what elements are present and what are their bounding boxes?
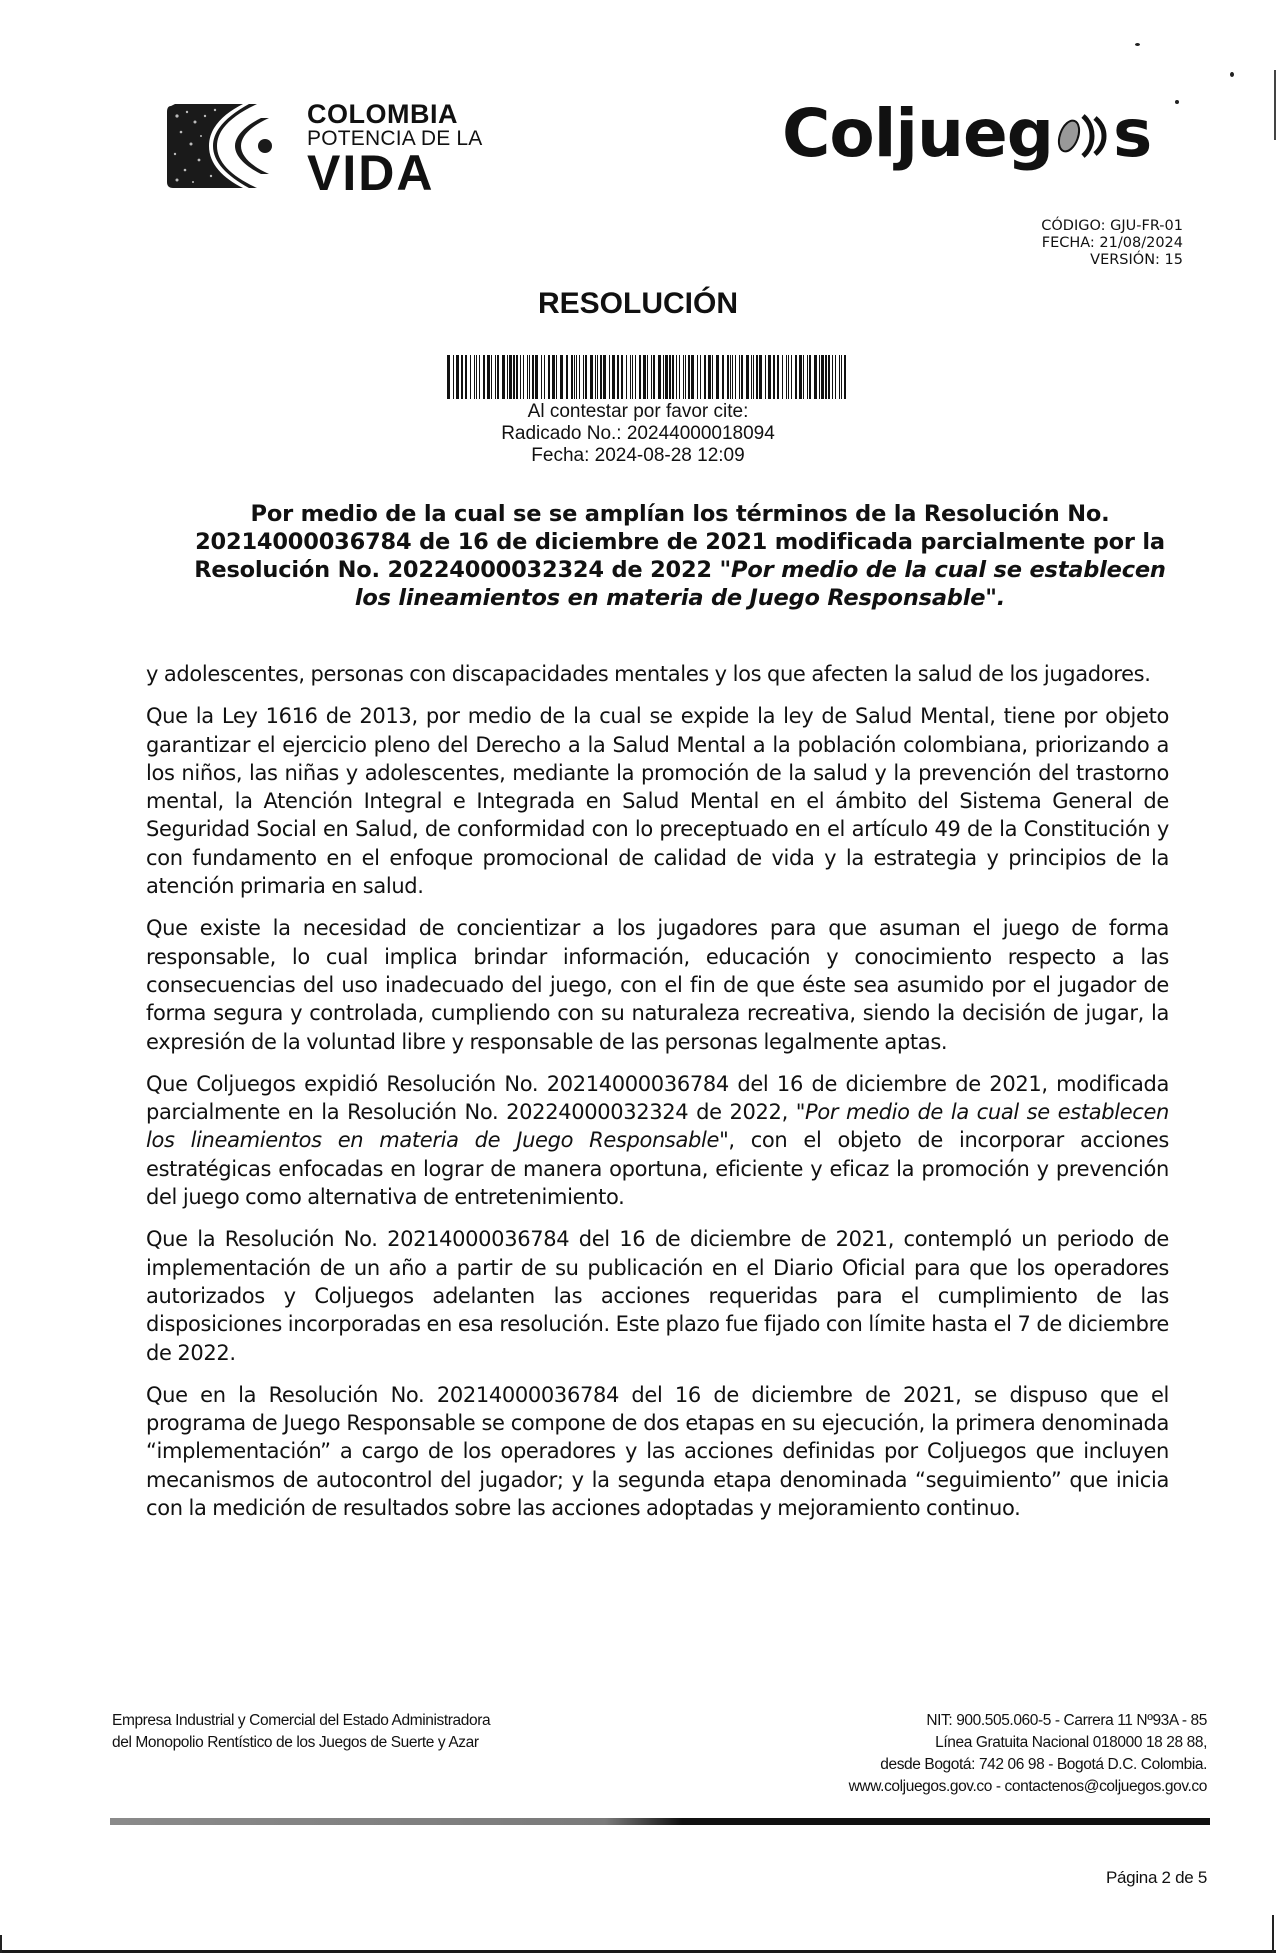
logo-line-potencia: POTENCIA DE LA [307, 127, 483, 150]
scan-speck [1175, 100, 1179, 104]
colombia-potencia-de-la-vida-logo [165, 99, 565, 201]
radicado-date: Fecha: 2024-08-28 12:09 [531, 445, 745, 466]
scan-speck [1135, 43, 1140, 46]
page-edge-bottom [0, 1950, 1276, 1953]
doc-date: FECHA: 21/08/2024 [1041, 235, 1183, 251]
footer-phone-bogota: desde Bogotá: 742 06 98 - Bogotá D.C. Colombia. [880, 1756, 1207, 1773]
logo-line-vida: VIDA [307, 145, 435, 201]
page-title: RESOLUCIÓN [537, 287, 738, 320]
page-edge-right [1272, 1915, 1274, 1953]
page-number: Página 2 de 5 [1105, 1868, 1207, 1887]
subject-quoted-title: "Por medio de la cual se establecen los lineamientos en materia de Juego Responsable". [354, 557, 1166, 611]
page-edge-left [0, 1935, 2, 1953]
body-text-run: , con el objeto de incorporar acciones estratégicas enfocadas en lograr de manera oportuna, eficiente y eficaz la promoción y prevención del juego como alternativa de entretenimiento. [146, 1128, 1169, 1210]
coljuegos-logo-suffix: s [1113, 95, 1152, 172]
logo-line-colombia: COLOMBIA [307, 99, 458, 129]
body-paragraph: y adolescentes, personas con discapacidades mentales y los que afecten la salud de los jugadores. [146, 662, 1151, 686]
colombia-emblem-icon [165, 102, 277, 190]
scan-speck [1230, 72, 1234, 77]
coljuegos-logo-prefix: Coljueg [782, 95, 1054, 172]
body-paragraph [146, 1070, 1169, 1211]
coljuegos-mark-icon [1055, 108, 1111, 160]
citation-block [0, 401, 1276, 467]
footer-contact-info [849, 1710, 1207, 1798]
resolution-subject [180, 500, 1180, 612]
footer-left-line: del Monopolio Rentístico de los Juegos de Suerte y Azar [112, 1734, 479, 1751]
radicado-number: Radicado No.: 20244000018094 [501, 423, 775, 444]
footer-web-email[interactable]: www.coljuegos.gov.co - contactenos@coljuegos.gov.co [848, 1778, 1207, 1795]
document-codes [1041, 218, 1183, 269]
document-body [146, 660, 1169, 1536]
barcode-icon [447, 355, 847, 399]
body-quoted-title: "Por medio de la cual se establecen los lineamientos en materia de Juego Responsable" [146, 1100, 1169, 1153]
citation-instruction: Al contestar por favor cite: [527, 401, 749, 422]
body-paragraph: Que existe la necesidad de concientizar a los jugadores para que asuman el juego de forma responsable, lo cual implica brindar información, educación y conocimiento respecto a las consecuencias del uso inadecuado del juego, con el fin de que éste sea asumido por el jugador de forma segura y controlada, cumpliendo con su naturaleza recreativa, siendo la decisión de jugar, la expresión de la voluntad libre y responsable de las personas legalmente aptas. [146, 916, 1169, 1054]
body-text-run: Que Coljuegos expidió Resolución No. 20214000036784 del 16 de diciembre de 2021, modificada parcialmente en la Resolución No. 20224000032324 de 2022, [146, 1071, 1169, 1125]
body-paragraph: Que la Resolución No. 20214000036784 del 16 de diciembre de 2021, contempló un periodo de implementación de un año a partir de su publicación en el Diario Oficial para que los operadores autorizados y Coljuegos adelanten las acciones requeridas para el cumplimiento de las disposiciones incorporadas en esa resolución. Este plazo fue fijado con límite hasta el 7 de diciembre de 2022. [146, 1227, 1169, 1365]
doc-version: VERSIÓN: 15 [1090, 252, 1183, 268]
doc-code: CÓDIGO: GJU-FR-01 [1041, 218, 1183, 234]
footer-nit-address: NIT: 900.505.060-5 - Carrera 11 Nº93A - 85 [926, 1712, 1207, 1729]
footer-divider [110, 1818, 1210, 1825]
body-paragraph: Que la Ley 1616 de 2013, por medio de la cual se expide la ley de Salud Mental, tiene por objeto garantizar el ejercicio pleno del Derecho a la Salud Mental a la población colombiana, priorizando a los niños, las niñas y adolescentes, mediante la promoción de la salud y la prevención del trastorno mental, la Atención Integral e Integrada en Salud Mental en el ámbito del Sistema General de Seguridad Social en Salud, de conformidad con lo preceptuado en el artículo 49 de la Constitución y con fundamento en el enfoque promocional de calidad de vida y la estrategia y principios de la atención primaria en salud. [146, 704, 1169, 899]
coljuegos-logo [782, 95, 1151, 172]
body-paragraph: Que en la Resolución No. 20214000036784 del 16 de diciembre de 2021, se dispuso que el programa de Juego Responsable se compone de dos etapas en su ejecución, la primera denominada “implementación” a cargo de los operadores y las acciones definidas por Coljuegos que incluyen mecanismos de autocontrol del jugador; y la segunda etapa denominada “seguimiento” que inicia con la medición de resultados sobre las acciones adoptadas y mejoramiento continuo. [146, 1382, 1169, 1521]
subject-text: Por medio de la cual se se amplían los términos de la Resolución No. 20214000036784 de 16 de diciembre de 2021 modificada parcialmente por la Resolución No. 20224000032324 de 2022 [194, 501, 1165, 583]
footer-entity-description [112, 1710, 490, 1754]
footer-phone-national: Línea Gratuita Nacional 018000 18 28 88, [935, 1734, 1207, 1751]
footer-left-line: Empresa Industrial y Comercial del Estado Administradora [112, 1712, 491, 1729]
